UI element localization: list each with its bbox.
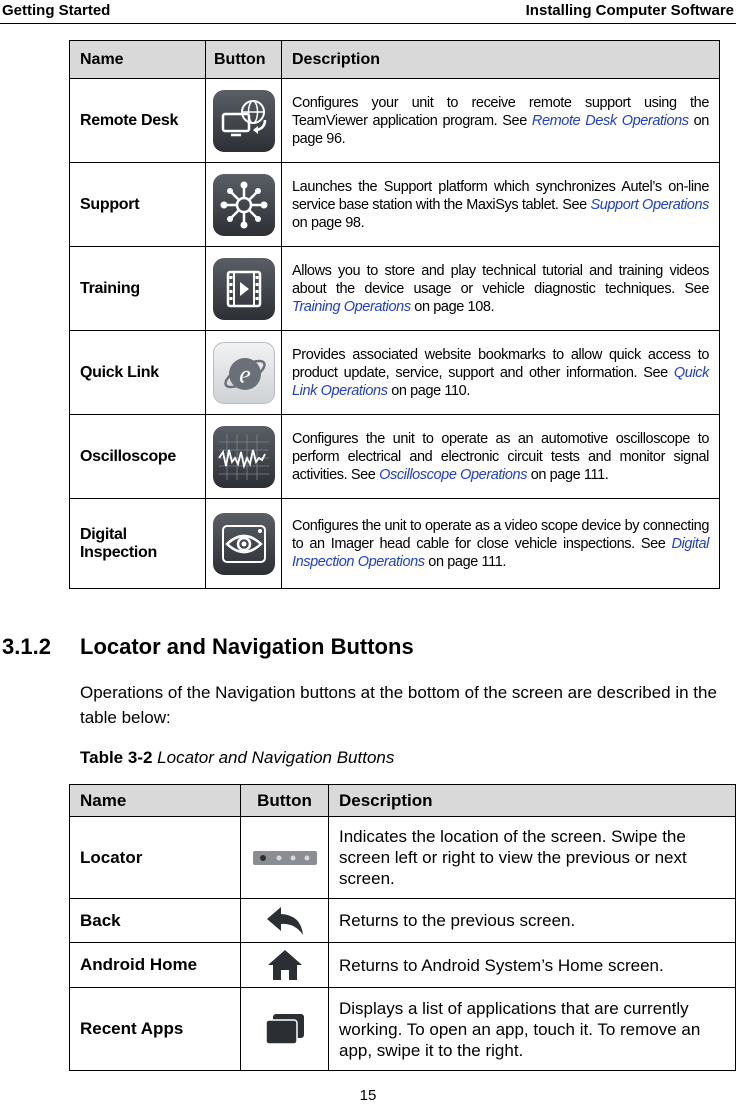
row-name: Recent Apps	[70, 988, 241, 1071]
table-row	[70, 79, 720, 163]
row-description: Displays a list of applications that are currently working. To open an app, touch it. To remove an app, swipe it to the right.	[329, 988, 736, 1071]
row-description: Indicates the location of the screen. Swipe the screen left or right to view the previous or next screen.	[329, 817, 736, 899]
row-description: Returns to the previous screen.	[329, 899, 736, 943]
table-row	[70, 899, 736, 943]
oscilloscope-operations-link[interactable]: Oscilloscope Operations	[379, 466, 528, 483]
eye-camera-icon	[213, 513, 275, 575]
page-ref: on page 108.	[410, 298, 495, 315]
applications-table	[69, 40, 720, 589]
row-name: Remote Desk	[70, 79, 206, 163]
col-description-header: Description	[329, 785, 736, 817]
row-description: Launches the Support platform which synchronizes Autel’s on-line service base station with the MaxiSys tablet. See	[292, 178, 709, 213]
row-description: Configures the unit to operate as an automotive oscilloscope to perform electrical and electronic circuit tests and monitor signal activities. See	[292, 430, 709, 483]
internet-explorer-icon	[213, 342, 275, 404]
page-ref: on page 110.	[387, 382, 470, 399]
header-chapter: Getting Started	[2, 2, 111, 19]
table-row	[70, 943, 736, 988]
home-icon	[266, 948, 304, 982]
row-description: Allows you to store and play technical tutorial and training videos about the device usage or vehicle diagnostic techniques. See	[292, 262, 709, 297]
remote-desk-operations-link[interactable]: Remote Desk Operations	[531, 112, 689, 129]
table-row	[70, 415, 720, 499]
table-header-row	[70, 785, 736, 817]
intro-paragraph: Operations of the Navigation buttons at the bottom of the screen are described in the table below:	[80, 683, 717, 727]
training-video-icon	[213, 258, 275, 320]
page-ref: on page 96.	[292, 112, 709, 147]
page-ref: on page 111.	[424, 553, 507, 570]
row-name: Quick Link	[70, 331, 206, 415]
row-description: Returns to Android System’s Home screen.	[329, 943, 736, 988]
row-name: Back	[70, 899, 241, 943]
section-heading	[2, 634, 414, 660]
table-row	[70, 331, 720, 415]
table-row	[70, 988, 736, 1071]
page-ref: on page 111.	[527, 466, 609, 483]
table-header-row	[70, 41, 720, 79]
table-row	[70, 247, 720, 331]
table-row	[70, 817, 736, 899]
row-name: Locator	[70, 817, 241, 899]
page-number: 15	[359, 1087, 377, 1104]
support-operations-link[interactable]: Support Operations	[590, 196, 709, 213]
col-button-header: Button	[241, 785, 329, 817]
back-arrow-icon	[265, 905, 305, 937]
caption-title: Locator and Navigation Buttons	[152, 748, 395, 767]
row-name: Support	[70, 163, 206, 247]
table-caption	[80, 748, 394, 768]
page-header	[0, 0, 736, 24]
remote-desk-icon	[213, 90, 275, 152]
row-name: Android Home	[70, 943, 241, 988]
row-description: Configures the unit to operate as a video scope device by connecting to an Imager head cable for close vehicle inspections. See	[292, 517, 709, 552]
recent-apps-icon	[264, 1012, 306, 1046]
support-network-icon	[213, 174, 275, 236]
table-row	[70, 163, 720, 247]
table-row	[70, 499, 720, 589]
col-name-header: Name	[70, 785, 241, 817]
svg-text:e: e	[238, 359, 251, 389]
quick-link-operations-link[interactable]: Quick Link Operations	[292, 364, 709, 399]
oscilloscope-icon	[213, 426, 275, 488]
col-button-header: Button	[206, 41, 282, 79]
navigation-buttons-table	[69, 784, 736, 1071]
col-name-header: Name	[70, 41, 206, 79]
header-section: Installing Computer Software	[525, 2, 734, 19]
page-ref: on page 98.	[292, 214, 365, 231]
row-description: Provides associated website bookmarks to allow quick access to product update, service, support and other information. See	[292, 346, 709, 381]
locator-dots-icon	[253, 851, 317, 865]
section-title: Locator and Navigation Buttons	[80, 634, 414, 659]
caption-label: Table 3-2	[80, 748, 153, 767]
row-name: Digital Inspection	[70, 499, 206, 589]
section-number: 3.1.2	[2, 634, 51, 659]
row-name: Oscilloscope	[70, 415, 206, 499]
row-name: Training	[70, 247, 206, 331]
col-description-header: Description	[282, 41, 720, 79]
row-description: Configures your unit to receive remote support using the TeamViewer application program. See	[292, 94, 709, 129]
training-operations-link[interactable]: Training Operations	[292, 298, 411, 315]
digital-inspection-operations-link[interactable]: Digital Inspection Operations	[292, 535, 709, 570]
